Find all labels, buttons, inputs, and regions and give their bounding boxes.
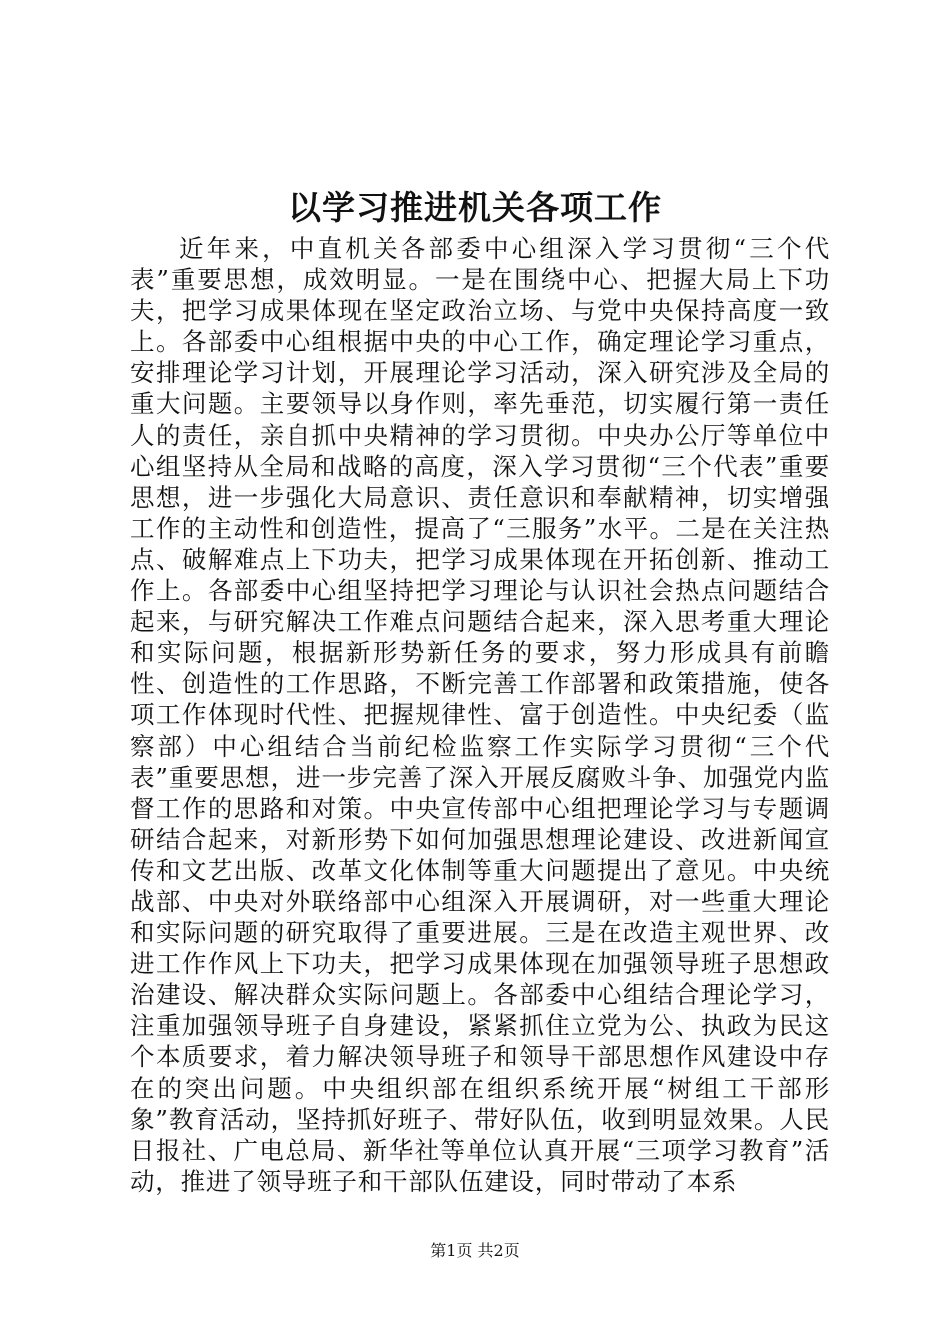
page-number-footer: 第1页 共2页 — [430, 1241, 520, 1260]
body-paragraph: 近年来，中直机关各部委中心组深入学习贯彻“三个代表”重要思想，成效明显。一是在围绕中心、把握大局上下功夫，把学习成果体现在坚定政治立场、与党中央保持高度一致上。各部委中心组根据中央的中心工作，确定理论学习重点，安排理论学习计划，开展理论学习活动，深入研究涉及全局的重大问题。主要领导以身作则，率先垂范，切实履行第一责任人的责任，亲自抓中央精神的学习贯彻。中央办公厅等单位中心组坚持从全局和战略的高度，深入学习贯彻“三个代表”重要思想，进一步强化大局意识、责任意识和奉献精神，切实增强工作的主动性和创造性，提高了“三服务”水平。二是在关注热点、破解难点上下功夫，把学习成果体现在开拓创新、推动工作上。各部委中心组坚持把学习理论与认识社会热点问题结合起来，与研究解决工作难点问题结合起来，深入思考重大理论和实际问题，根据新形势新任务的要求，努力形成具有前瞻性、创造性的工作思路，不断完善工作部署和政策措施，使各项工作体现时代性、把握规律性、富于创造性。中央纪委（监察部）中心组结合当前纪检监察工作实际学习贯彻“三个代表”重要思想，进一步完善了深入开展反腐败斗争、加强党内监督工作的思路和对策。中央宣传部中心组把理论学习与专题调研结合起来，对新形势下如何加强思想理论建设、改进新闻宣传和文艺出版、改革文化体制等重大问题提出了意见。中央统战部、中央对外联络部中心组深入开展调研，对一些重大理论和实际问题的研究取得了重要进展。三是在改造主观世界、改进工作作风上下功夫，把学习成果体现在加强领导班子思想政治建设、解决群众实际问题上。各部委中心组结合理论学习，注重加强领导班子自身建设，紧紧抓住立党为公、执政为民这个本质要求，着力解决领导班子和领导干部思想作风建设中存在的突出问题。中央组织部在组织系统开展“树组工干部形象”教育活动，坚持抓好班子、带好队伍，收到明显效果。人民日报社、广电总局、新华社等单位认真开展“三项学习教育”活动，推进了领导班子和干部队伍建设，同时带动了本系 — [130, 234, 830, 1196]
document-title: 以学习推进机关各项工作 — [288, 188, 662, 227]
